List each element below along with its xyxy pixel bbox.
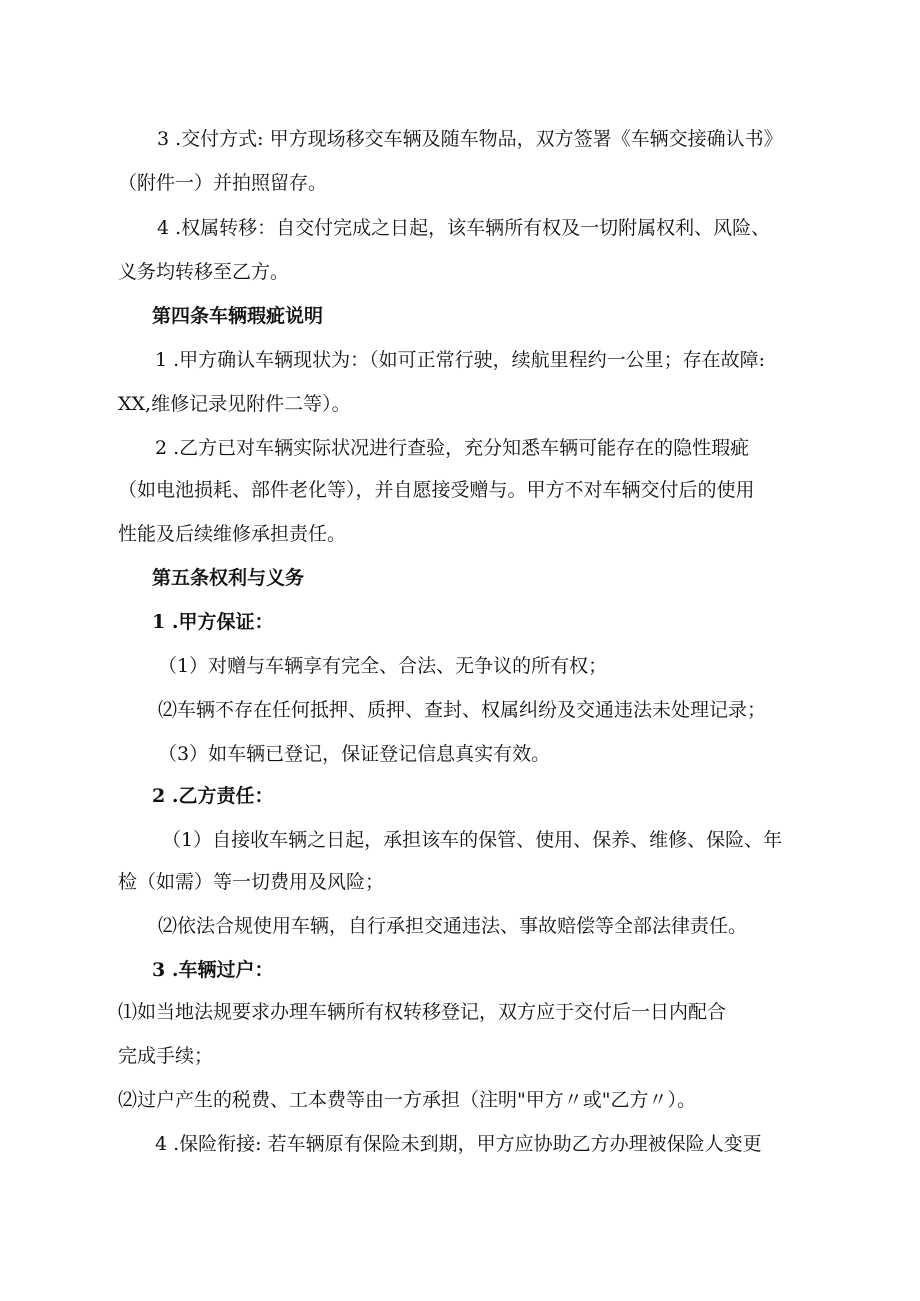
subsection-heading: 3 .车辆过户： bbox=[152, 959, 274, 981]
text-line: 3 .交付方式: 甲方现场移交车辆及随车物品，双方签署《车辆交接确认书》 bbox=[157, 128, 783, 150]
text-line: ⑵车辆不存在任何抵押、质押、查封、权属纠纷及交通违法未处理记录； bbox=[158, 699, 767, 721]
text-line: 性能及后续维修承担责任。 bbox=[118, 523, 347, 545]
text-line: （3）如车辆已登记，保证登记信息真实有效。 bbox=[158, 743, 551, 765]
text-line: ⑵过户产生的税费、工本费等由一方承担（注明"甲方〃或"乙方〃）。 bbox=[118, 1089, 696, 1111]
text-line: （如电池损耗、部件老化等），并自愿接受赠与。甲方不对车辆交付后的使用 bbox=[118, 479, 755, 501]
text-line: 1 .甲方确认车辆现状为：（如可正常行驶，续航里程约一公里；存在故障: bbox=[155, 349, 766, 371]
text-line: 义务均转移至乙方。 bbox=[118, 261, 290, 283]
text-line: XX,维修记录见附件二等）。 bbox=[118, 393, 351, 415]
text-line: 2 .乙方已对车辆实际状况进行查验，充分知悉车辆可能存在的隐性瑕疵 bbox=[155, 437, 750, 459]
text-line: （附件一）并拍照留存。 bbox=[118, 172, 328, 194]
text-line: （1）自接收车辆之日起，承担该车的保管、使用、保养、维修、保险、年 bbox=[162, 829, 783, 851]
text-line: ⑴如当地法规要求办理车辆所有权转移登记，双方应于交付后一日内配合 bbox=[118, 1001, 727, 1023]
text-line: 完成手续； bbox=[118, 1045, 214, 1067]
section-heading: 第五条权利与义务 bbox=[152, 567, 305, 589]
subsection-heading: 2 .乙方责任： bbox=[152, 785, 274, 807]
text-line: 4 .权属转移：自交付完成之日起，该车辆所有权及一切附属权利、风险、 bbox=[157, 217, 771, 239]
section-heading: 第四条车辆瑕疵说明 bbox=[152, 305, 324, 327]
text-line: ⑵依法合规使用车辆，自行承担交通违法、事故赔偿等全部法律责任。 bbox=[158, 915, 748, 937]
text-line: 4 .保险衔接: 若车辆原有保险未到期，甲方应协助乙方办理被保险人变更 bbox=[155, 1133, 762, 1155]
text-line: 检（如需）等一切费用及风险； bbox=[118, 871, 385, 893]
text-line: （1）对赠与车辆享有完全、合法、无争议的所有权； bbox=[158, 655, 608, 677]
subsection-heading: 1 .甲方保证： bbox=[152, 611, 274, 633]
